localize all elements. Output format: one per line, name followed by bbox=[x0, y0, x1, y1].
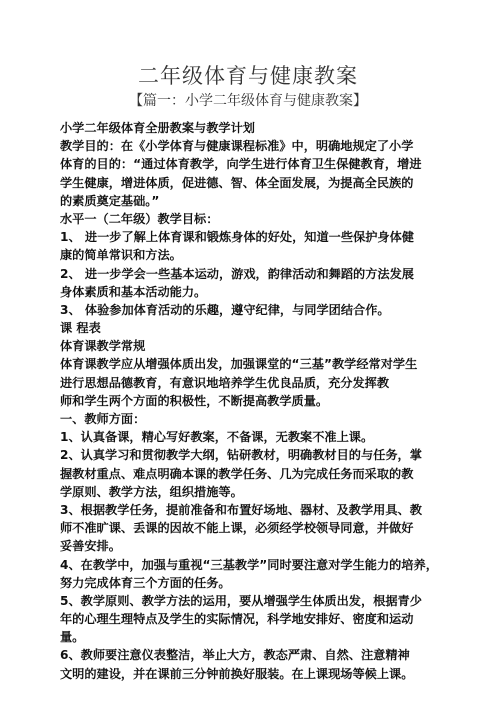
body-line: 师不准旷课、丢课的因故不能上课，必须经学校领导同意，并做好 bbox=[60, 521, 414, 536]
body-line: 体育课教学应从增强体质出发，加强课堂的“三基”教学经常对学生 bbox=[60, 357, 418, 372]
body-line: 体育课教学常规 bbox=[60, 339, 146, 354]
body-line: 5、教学原则、教学方法的运用，要从增强学生体质出发，根据青少 bbox=[60, 593, 422, 608]
body-line: 2、认真学习和贯彻教学大纲，钻研教材，明确教材目的与任务，掌 bbox=[60, 448, 422, 463]
body-line: 妥善安排。 bbox=[60, 539, 121, 554]
body-line: 体育的目的：“通过体育教学，向学生进行体育卫生保健教育，增进 bbox=[60, 157, 422, 172]
body-line: 的素质奠定基础。” bbox=[60, 193, 160, 208]
body-line: 课 程表 bbox=[60, 321, 101, 336]
body-line: 一、教师方面： bbox=[60, 412, 146, 426]
body-line: 学生健康，增进体质，促进德、智、体全面发展，为提高全民族的 bbox=[60, 175, 414, 190]
body-line: 小学二年级体育全册教案与教学计划 bbox=[60, 121, 255, 135]
body-line: 3、 体验参加体育活动的乐趣，遵守纪律，与同学团结合作。 bbox=[60, 302, 390, 317]
body-line: 努力完成体育三个方面的任务。 bbox=[60, 575, 231, 590]
body-line: 量。 bbox=[60, 630, 85, 645]
body-line: 2、 进一步学会一些基本运动，游戏，韵律活动和舞蹈的方法发展 bbox=[60, 266, 414, 281]
body-line: 6、教师要注意仪表整洁，举止大方，教态严肃、自然、注意精神 bbox=[60, 648, 410, 663]
body-line: 年的心理生理特点及学生的实际情况，科学地安排好、密度和运动 bbox=[60, 612, 414, 627]
document-body bbox=[60, 119, 460, 683]
body-line: 1、 进一步了解上体育课和锻炼身体的好处，知道一些保护身体健 bbox=[60, 230, 414, 245]
body-line: 握教材重点、难点明确本课的教学任务、几为完成任务而采取的教 bbox=[60, 466, 414, 481]
body-line: 学原则、教学方法，组织措施等。 bbox=[60, 484, 243, 499]
body-line: 师和学生两个方面的积极性，不断提高教学质量。 bbox=[60, 393, 329, 408]
body-line: 3、根据教学任务，提前准备和布置好场地、器材、及教学用具、教 bbox=[60, 502, 422, 517]
body-line: 康的简单常识和方法。 bbox=[60, 248, 182, 263]
body-line: 进行思想品德教育，有意识地培养学生优良品质，充分发挥教 bbox=[60, 375, 390, 390]
document-subtitle: 【篇一：小学二年级体育与健康教案】 bbox=[129, 93, 367, 109]
body-line: 教学目的：在《小学体育与健康课程标准》中，明确地规定了小学 bbox=[60, 139, 414, 154]
body-line: 身体素质和基本活动能力。 bbox=[60, 284, 207, 299]
body-line: 4、在教学中，加强与重视“三基教学”同时要注意对学生能力的培养， bbox=[60, 557, 438, 572]
document-title: 二年级体育与健康教案 bbox=[138, 64, 358, 88]
body-line: 水平一（二年级）教学目标： bbox=[60, 211, 219, 226]
body-line: 文明的建设，并在课前三分钟前换好服装。在上课现场等候上课。 bbox=[60, 666, 414, 681]
body-line: 1、认真备课，精心写好教案，不备课，无教案不准上课。 bbox=[60, 430, 374, 445]
